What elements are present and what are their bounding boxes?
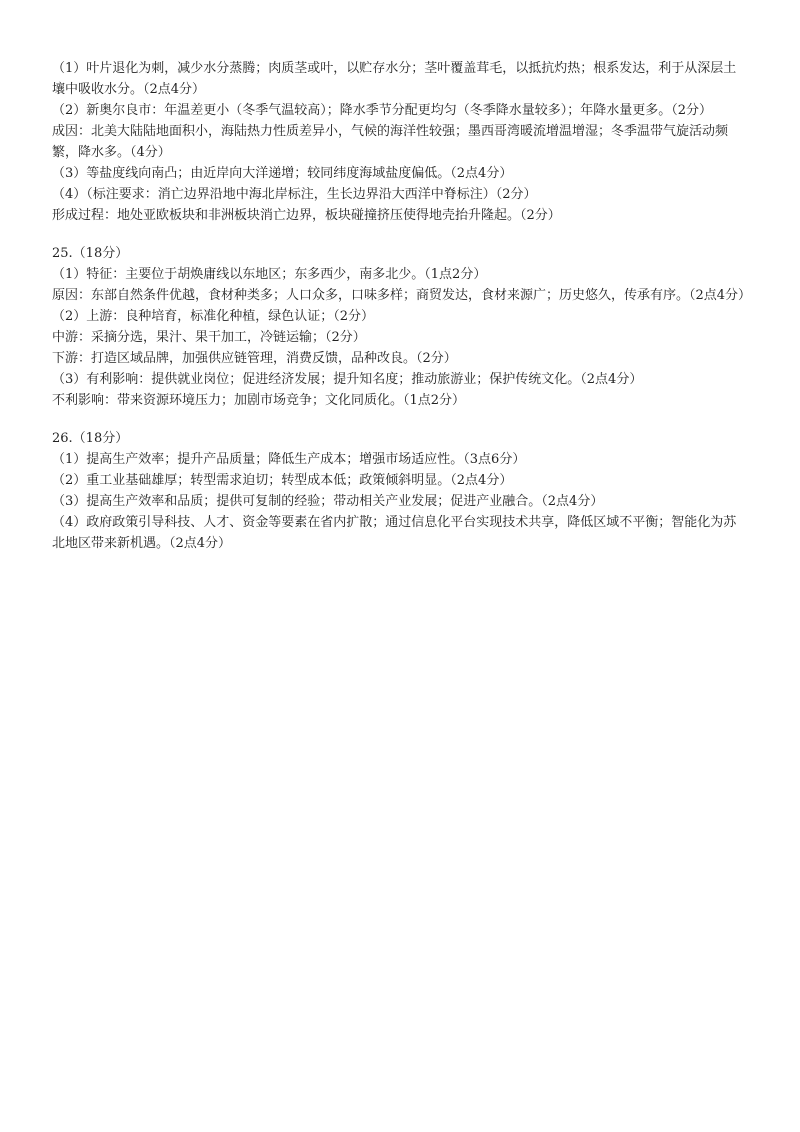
answer-line-25-1-reason: 原因：东部自然条件优越，食材种类多；人口众多，口味多样；商贸发达，食材来源广；历史悠久，传承有序。（2点4分） [52, 288, 752, 303]
section-24-continued [52, 58, 748, 226]
answer-line-26-2: （2）重工业基础雄厚；转型需求迫切；转型成本低；政策倾斜明显。（2点4分） [52, 473, 513, 488]
answer-line-24-4: （4）（标注要求：消亡边界沿地中海北岸标注，生长边界沿大西洋中脊标注）（2分） [52, 187, 537, 202]
section-26 [52, 428, 748, 554]
answer-line-24-1: （1）叶片退化为刺，减少水分蒸腾；肉质茎或叶，以贮存水分；茎叶覆盖茸毛，以抵抗灼热；根系发达，利于从深层土壤中吸收水分。（2点4分） [52, 61, 737, 97]
answer-line-26-1: （1）提高生产效率；提升产品质量；降低生产成本；增强市场适应性。（3点6分） [52, 452, 526, 467]
question-heading-26: 26.（18分） [52, 431, 129, 446]
answer-line-25-3-positive: （3）有利影响：提供就业岗位；促进经济发展；提升知名度；推动旅游业；保护传统文化。（2点4分） [52, 372, 643, 387]
section-25 [52, 243, 752, 411]
answer-line-26-4: （4）政府政策引导科技、人才、资金等要素在省内扩散；通过信息化平台实现技术共享，降低区域不平衡；智能化为苏北地区带来新机遇。（2点4分） [52, 515, 737, 551]
question-heading-25: 25.（18分） [52, 246, 129, 261]
answer-line-25-3-negative: 不利影响：带来资源环境压力；加剧市场竞争；文化同质化。（1点2分） [52, 393, 466, 408]
answer-line-24-2: （2）新奥尔良市：年温差更小（冬季气温较高）；降水季节分配更均匀（冬季降水量较多）；年降水量更多。（2分） [52, 103, 713, 118]
answer-line-25-2-downstream: 下游：打造区域品牌，加强供应链管理，消费反馈，品种改良。（2分） [52, 351, 457, 366]
answer-line-25-2-upstream: （2）上游：良种培育，标准化种植，绿色认证；（2分） [52, 309, 375, 324]
answer-line-24-2-cause: 成因：北美大陆陆地面积小，海陆热力性质差异小，气候的海洋性较强；墨西哥湾暖流增温增湿；冬季温带气旋活动频繁，降水多。（4分） [52, 124, 729, 160]
answer-line-24-3: （3）等盐度线向南凸；由近岸向大洋递增；较同纬度海域盐度偏低。（2点4分） [52, 166, 513, 181]
answer-line-25-1: （1）特征：主要位于胡焕庸线以东地区；东多西少，南多北少。（1点2分） [52, 267, 487, 282]
answer-line-26-3: （3）提高生产效率和品质；提供可复制的经验；带动相关产业发展；促进产业融合。（2点4分） [52, 494, 604, 509]
answer-line-24-4-process: 形成过程：地处亚欧板块和非洲板块消亡边界，板块碰撞挤压使得地壳抬升隆起。（2分） [52, 208, 561, 223]
answer-line-25-2-midstream: 中游：采摘分选，果汁、果干加工，冷链运输；（2分） [52, 330, 366, 345]
